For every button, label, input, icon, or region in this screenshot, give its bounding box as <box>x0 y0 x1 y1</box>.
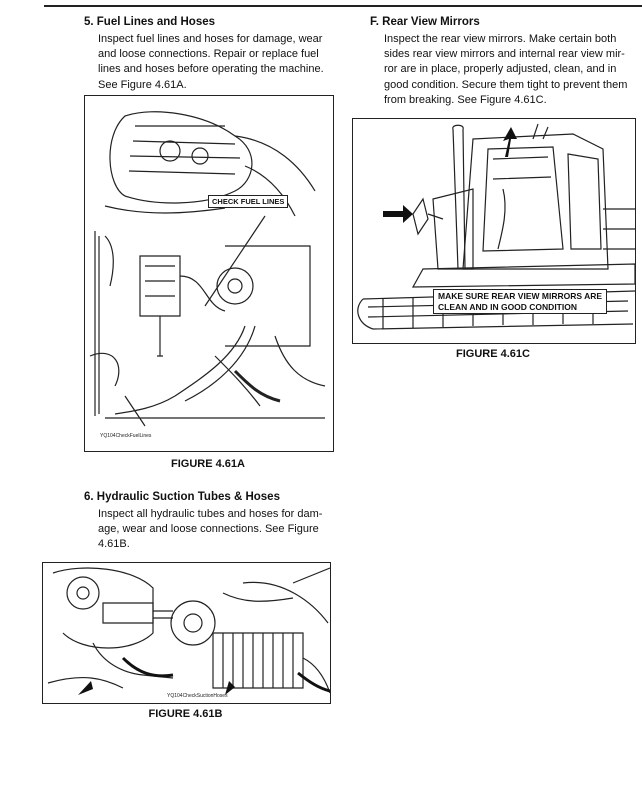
fuel-lines-illustration <box>85 96 333 451</box>
mirrors-line-5: from breaking. See Figure 4.61C. <box>384 93 547 106</box>
fuel-file-label: YQ104CheckFuelLines <box>100 433 152 439</box>
hydraulic-line-2: age, wear and loose connections. See Figure <box>98 523 319 536</box>
figure-4-61a-caption: FIGURE 4.61A <box>171 458 245 470</box>
hydraulic-file-label: YQ104CheckSuctionHoses <box>167 693 228 699</box>
fuel-line-4: See Figure 4.61A. <box>98 78 187 91</box>
mirrors-line-1: Inspect the rear view mirrors. Make certain both <box>384 33 617 45</box>
figure-4-61a <box>84 95 334 452</box>
fuel-paragraph <box>98 32 338 93</box>
fuel-line-3: lines and hoses before operating the machine. <box>98 63 324 76</box>
figure-4-61c-caption: FIGURE 4.61C <box>456 348 530 360</box>
fuel-heading: 5. Fuel Lines and Hoses <box>84 16 216 28</box>
hydraulic-line-3: 4.61B. <box>98 538 130 551</box>
mirrors-callout-line-1: MAKE SURE REAR VIEW MIRRORS ARE <box>438 291 603 301</box>
check-fuel-lines-callout: CHECK FUEL LINES <box>208 195 288 208</box>
hydraulic-heading: 6. Hydraulic Suction Tubes & Hoses <box>84 491 280 503</box>
figure-4-61b-caption: FIGURE 4.61B <box>148 708 223 720</box>
fuel-line-2: and loose connections. Repair or replace fuel <box>98 48 319 61</box>
figure-4-61b <box>42 562 331 704</box>
hydraulic-line-1: Inspect all hydraulic tubes and hoses for dam- <box>98 508 323 520</box>
mirrors-paragraph <box>384 32 634 108</box>
fuel-line-1: Inspect fuel lines and hoses for damage, wear <box>98 33 323 45</box>
mirrors-callout <box>433 289 607 314</box>
top-rule <box>44 5 642 7</box>
mirrors-callout-line-2: CLEAN AND IN GOOD CONDITION <box>438 301 577 312</box>
mirrors-line-3: ror are in place, properly adjusted, clean, and in <box>384 63 617 76</box>
hydraulic-paragraph <box>98 507 338 553</box>
mirrors-line-2: sides rear view mirrors and internal rear view mir- <box>384 48 625 61</box>
hydraulic-hoses-illustration <box>43 563 330 703</box>
mirrors-heading: F. Rear View Mirrors <box>370 16 480 28</box>
mirrors-line-4: good condition. Secure them tight to prevent them <box>384 78 628 91</box>
figure-4-61c <box>352 118 636 344</box>
